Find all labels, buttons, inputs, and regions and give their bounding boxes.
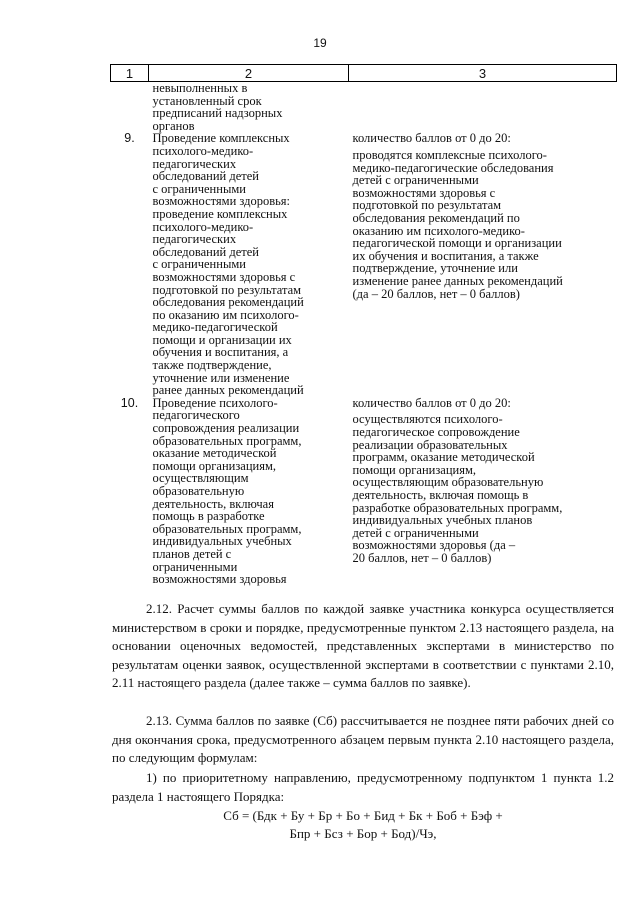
criterion-description: проводятся комплексные психолого- медико-педагогические обследования детей с ограниченными возможностями здоровья с подготовкой по результатам обследования рекомендаций по оказанию им психолого-медико- педагогической помощи и организации их обучения и воспитания, а также подтверждение, уточнение или изменение ранее данных рекомендаций (да – 20 баллов, нет – 0 баллов)	[352, 147, 563, 301]
formula-line-2: Бпр + Бсз + Бор + Бод)/Чэ,	[289, 826, 437, 841]
indicator-criteria	[349, 397, 617, 586]
criteria-table	[110, 64, 617, 586]
indicator-name: Проведение психолого- педагогического сопровождения реализации образовательных программ, оказание методической помощи организациям, осуществляющим образовательную деятельность, включая помощь в разработке образовательных программ, индивидуальных учебных планов детей с ограниченными возможностями здоровья	[152, 395, 302, 587]
formula-line-1: Сб = (Бдк + Бу + Бр + Бо + Бид + Бк + Боб + Бэф +	[223, 808, 503, 823]
table-row-continuation	[111, 82, 617, 133]
page-number: 19	[313, 36, 327, 50]
paragraph-2-13: 2.13. Сумма баллов по заявке (Сб) рассчитывается не позднее пяти рабочих дней со дня окончания срока, предусмотренного абзацем первым пункта 2.10 настоящего раздела, по следующим формулам:	[112, 713, 614, 765]
paragraph-item-1: 1) по приоритетному направлению, предусмотренному подпунктом 1 пункта 1.2 раздела 1 настоящего Порядка:	[112, 770, 614, 804]
paragraph-2-12: 2.12. Расчет суммы баллов по каждой заявке участника конкурса осуществляется министерством в сроки и порядке, предусмотренные пунктом 2.13 настоящего раздела, на основании оценочных ведомостей, представленных экспертами в министерство по результатам оценки заявок, осуществленной экспертами в соответствии с пунктами 2.10, 2.11 настоящего раздела (далее также – сумма баллов по заявке).	[112, 601, 614, 690]
indicator-name: Проведение комплексных психолого-медико- педагогических обследований детей с ограниченными возможностями здоровья: проведение комплексных психолого-медико- педагогических обследований детей с ограниченными возможностями здоровья с подготовкой по результатам обследования рекомендаций по оказанию им психолого- медико-педагогической помощи и организации их обучения и воспитания, а также подтверждение, уточнение или изменение ранее данных рекомендаций	[152, 131, 304, 398]
table-row	[111, 397, 617, 586]
row-number: 9.	[124, 131, 135, 146]
row-number: 10.	[120, 395, 139, 410]
continuation-text: невыполненных в установленный срок предписаний надзорных органов	[152, 81, 283, 133]
criterion-range: количество баллов от 0 до 20:	[352, 131, 511, 146]
column-header-2: 2	[149, 65, 349, 82]
criterion-range: количество баллов от 0 до 20:	[352, 395, 511, 410]
formula	[112, 807, 614, 843]
table-row	[111, 132, 617, 396]
criterion-description: осуществляются психолого- педагогическое сопровождение реализации образовательных программ, оказание методической помощи организациям, осуществляющим образовательную деятельность, включая помощь в разработке образовательных программ, индивидуальных учебных планов детей с ограниченными возможностями здоровья (да – 20 баллов, нет – 0 баллов)	[352, 412, 563, 565]
column-header-1: 1	[111, 65, 149, 82]
column-header-3: 3	[349, 65, 617, 82]
table-header-row	[111, 65, 617, 82]
indicator-criteria	[349, 132, 617, 396]
